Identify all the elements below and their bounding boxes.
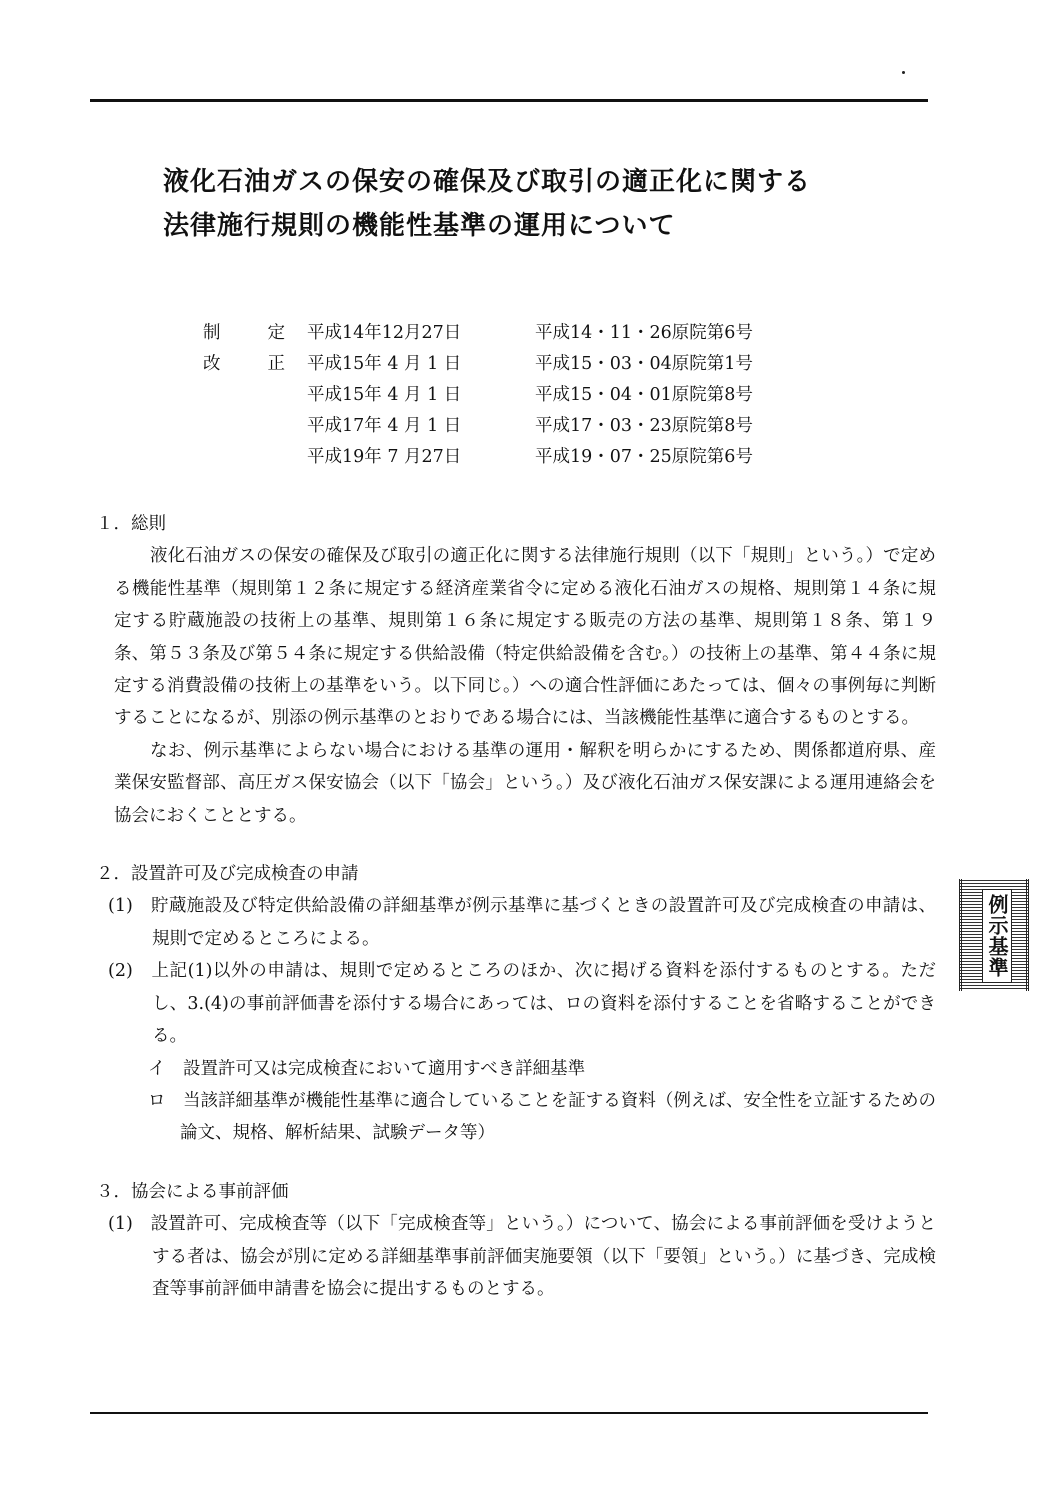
footer-rule: [90, 1412, 928, 1414]
scan-speck: [902, 71, 905, 74]
history-label: 定: [267, 323, 285, 343]
history-date: 平成17年 4 月 1 日: [307, 416, 462, 436]
history-number: 平成14・11・26原院第6号: [535, 323, 753, 343]
history-date: 平成15年 4 月 1 日: [307, 354, 462, 374]
history-row: [203, 380, 815, 411]
history-label: 改: [203, 354, 221, 374]
section-2-heading: ２．設置許可及び完成検査の申請: [96, 864, 359, 885]
history-label: 正: [267, 354, 285, 374]
section-2-item-1: (1) 貯蔵施設及び特定供給設備の詳細基準が例示基準に基づくときの設置許可及び完成検査の申請は、規則で定めるところによる。: [108, 896, 936, 949]
section-2-sub-ro: ロ 当該詳細基準が機能性基準に適合していることを証する資料（例えば、安全性を立証するための論文、規格、解析結果、試験データ等）: [148, 1090, 936, 1144]
revision-history: [203, 318, 815, 473]
side-tab-label: 例示基準: [982, 889, 1012, 983]
history-number: 平成15・04・01原院第8号: [535, 385, 753, 405]
history-date: 平成14年12月27日: [307, 323, 462, 343]
section-1-heading: １．総則: [96, 514, 166, 534]
history-number: 平成17・03・23原院第8号: [535, 416, 753, 436]
history-number: 平成19・07・25原院第6号: [535, 447, 753, 467]
history-row: [203, 349, 815, 380]
title-line-2: 法律施行規則の機能性基準の運用について: [163, 211, 676, 241]
history-date: 平成19年 7 月27日: [307, 447, 462, 467]
history-row: [203, 442, 815, 473]
section-3-heading: ３．協会による事前評価: [96, 1181, 289, 1202]
history-number: 平成15・03・04原院第1号: [535, 354, 753, 374]
document-title: [163, 160, 923, 248]
section-3-item-1: (1) 設置許可、完成検査等（以下「完成検査等」という。）について、協会による事前評価を受けようとする者は、協会が別に定める詳細基準事前評価実施要領（以下「要領」という。）に基づき、完成検査等事前評価申請書を協会に提出するものとする。: [108, 1214, 936, 1299]
history-row: [203, 318, 815, 349]
section-2-sub-i: イ 設置許可又は完成検査において適用すべき詳細基準: [148, 1058, 586, 1079]
history-row: [203, 411, 815, 442]
section-1-paragraph-1: 液化石油ガスの保安の確保及び取引の適正化に関する法律施行規則（以下「規則」という。）で定める機能性基準（規則第１２条に規定する経済産業省令に定める液化石油ガスの規格、規則第１４条に規定する貯蔵施設の技術上の基準、規則第１６条に規定する販売の方法の基準、規則第１８条、第１９条、第５３条及び第５４条に規定する供給設備（特定供給設備を含む。）の技術上の基準、第４４条に規定する消費設備の技術上の基準をいう。以下同じ。）への適合性評価にあたっては、個々の事例毎に判断することになるが、別添の例示基準のとおりである場合には、当該機能性基準に適合するものとする。: [114, 546, 936, 729]
section-1-paragraph-2: なお、例示基準によらない場合における基準の運用・解釈を明らかにするため、関係都道府県、産業保安監督部、高圧ガス保安協会（以下「協会」という。）及び液化石油ガス保安課による運用連絡会を協会におくこととする。: [114, 740, 936, 826]
history-label: 制: [203, 323, 221, 343]
document-body: [96, 508, 936, 1305]
history-date: 平成15年 4 月 1 日: [307, 385, 462, 405]
section-2-item-2: (2) 上記(1)以外の申請は、規則で定めるところのほか、次に掲げる資料を添付するものとする。ただし、3.(4)の事前評価書を添付する場合にあっては、ロの資料を添付することを省略することができる。: [108, 961, 936, 1047]
side-index-tab: [959, 879, 1029, 991]
title-line-1: 液化石油ガスの保安の確保及び取引の適正化に関する: [163, 167, 812, 197]
header-rule: [90, 99, 928, 102]
